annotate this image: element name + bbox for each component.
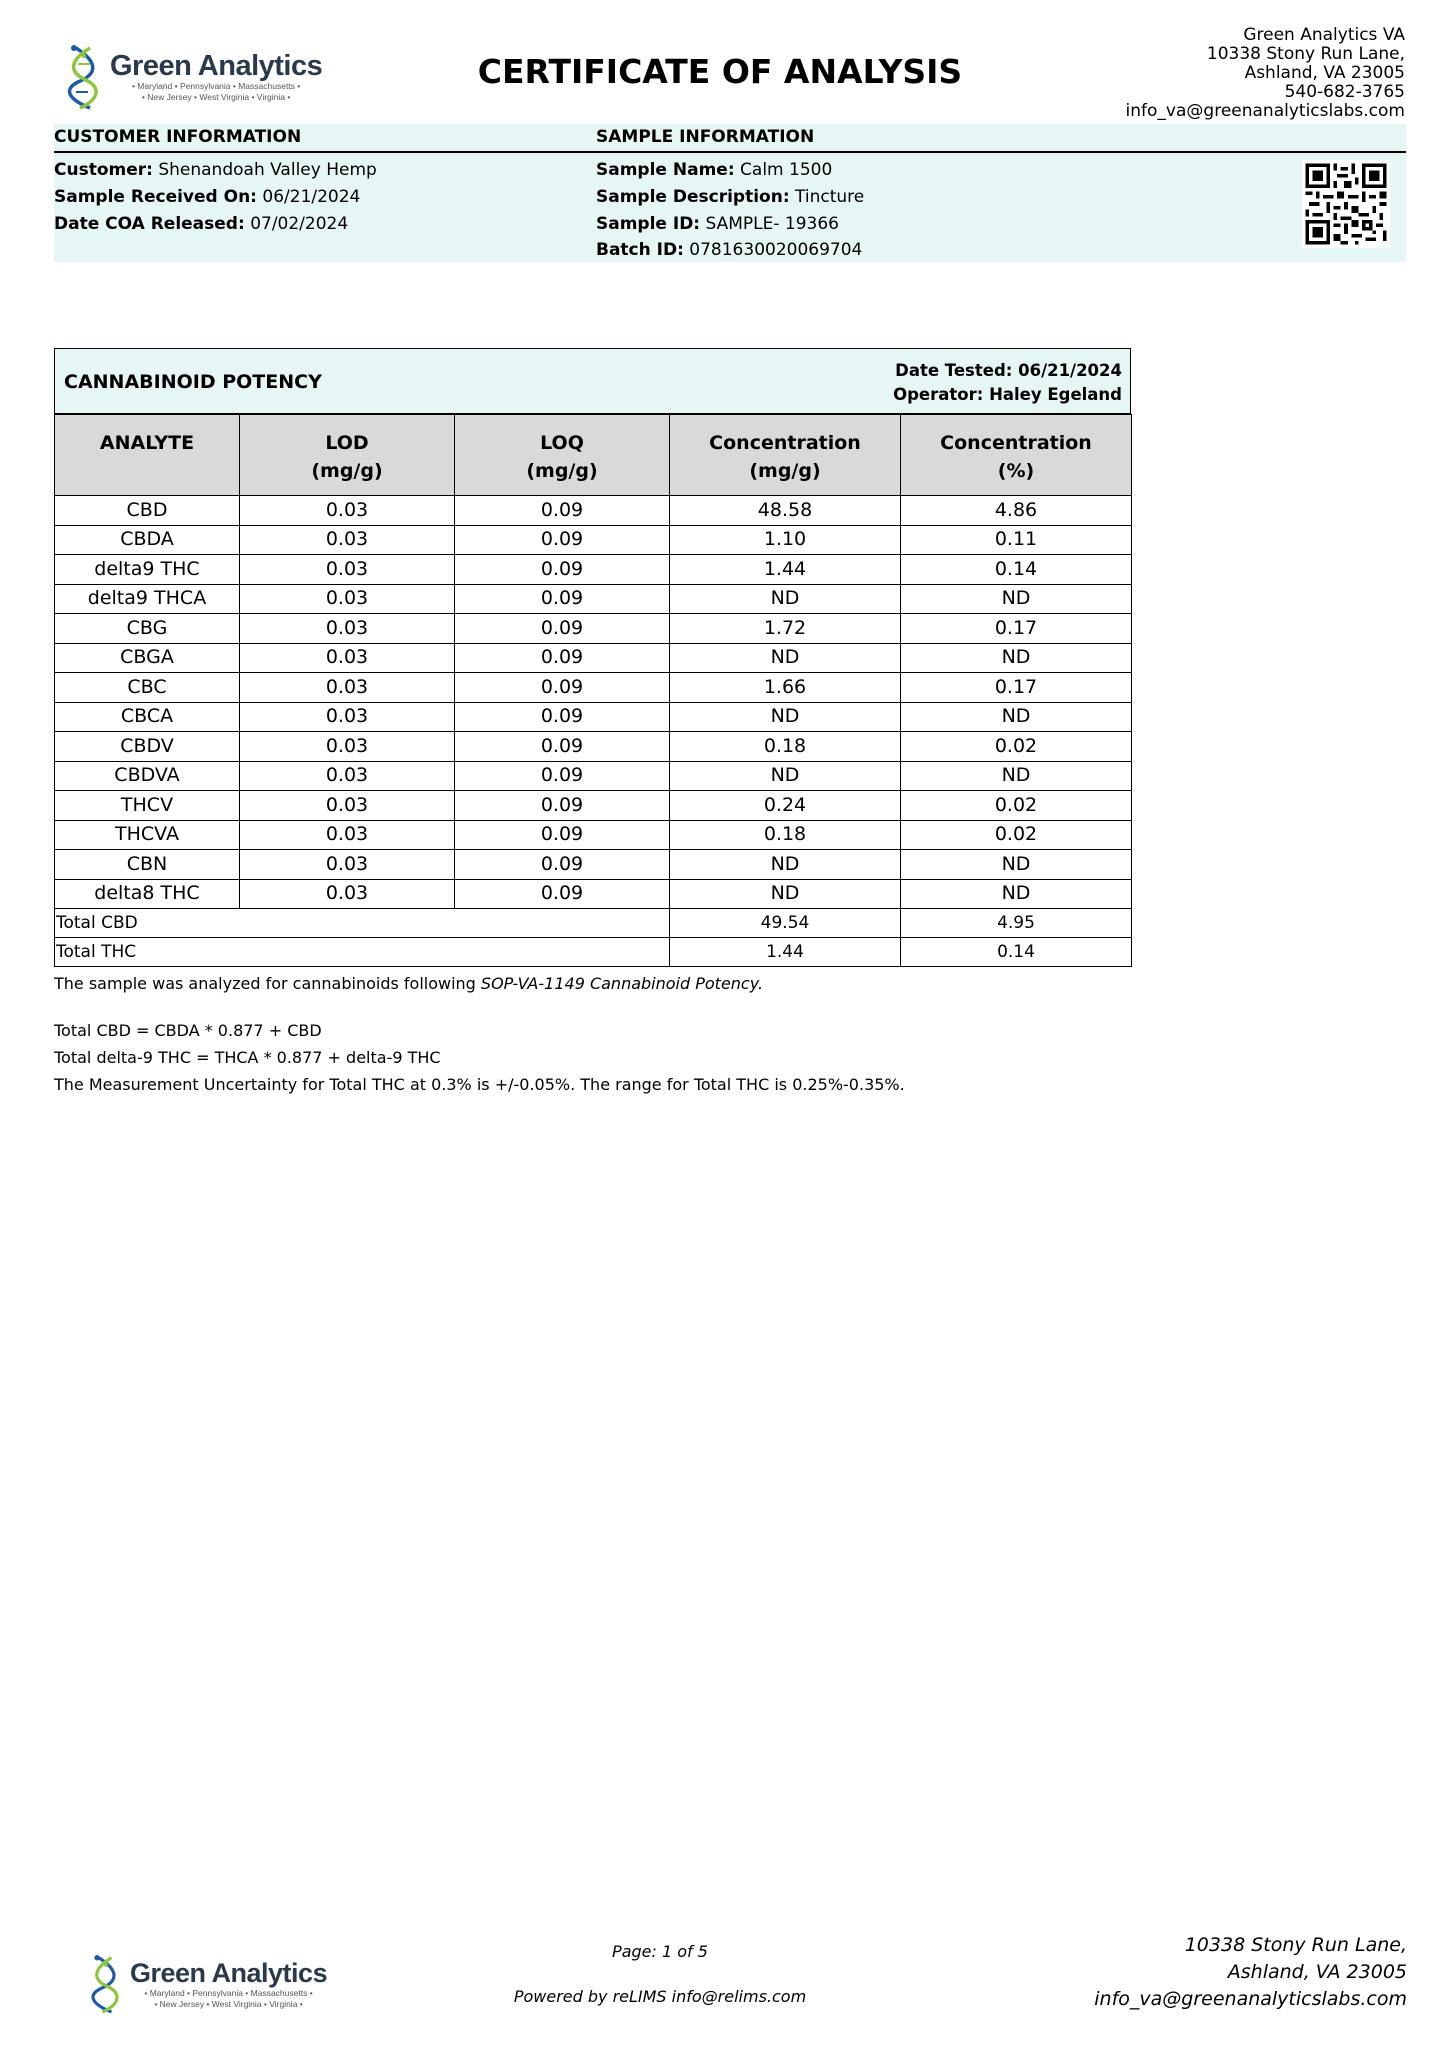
table-row: [55, 643, 1132, 673]
concentration-mg-cell: 0.24: [670, 791, 901, 821]
potency-header: [54, 348, 1131, 414]
document-title: CERTIFICATE OF ANALYSIS: [477, 52, 963, 91]
concentration-mg-cell: ND: [670, 584, 901, 614]
footer-address: [1094, 1932, 1407, 2013]
potency-meta: [893, 359, 1122, 407]
analyte-cell: CBC: [55, 673, 240, 703]
analyte-cell: CBCA: [55, 702, 240, 732]
loq-cell: 0.09: [455, 614, 670, 644]
footer-address-line: 10338 Stony Run Lane,: [1184, 1934, 1407, 1956]
method-statement: The sample was analyzed for cannabinoids following SOP-VA-1149 Cannabinoid Potency.: [54, 974, 764, 993]
total-pct: 4.95: [901, 909, 1132, 938]
loq-cell: 0.09: [455, 820, 670, 850]
analyte-cell: CBD: [55, 496, 240, 526]
concentration-mg-cell: 1.72: [670, 614, 901, 644]
lod-cell: 0.03: [240, 820, 455, 850]
concentration-mg-cell: 1.66: [670, 673, 901, 703]
column-header-lod: LOD (mg/g): [240, 415, 455, 496]
footer-email: info_va@greenanalyticslabs.com: [1094, 1988, 1407, 2010]
lod-cell: 0.03: [240, 702, 455, 732]
info-band: [54, 124, 1406, 262]
header-logo: [64, 44, 322, 110]
lod-cell: 0.03: [240, 496, 455, 526]
concentration-mg-cell: ND: [670, 643, 901, 673]
loq-cell: 0.09: [455, 496, 670, 526]
table-row: [55, 702, 1132, 732]
potency-table: [54, 414, 1132, 967]
logo-name: Green Analytics: [110, 50, 323, 82]
concentration-mg-cell: 1.10: [670, 525, 901, 555]
loq-cell: 0.09: [455, 732, 670, 762]
loq-cell: 0.09: [455, 702, 670, 732]
formula-total-thc: Total delta-9 THC = THCA * 0.877 + delta-9 THC: [54, 1048, 441, 1067]
concentration-mg-cell: 1.44: [670, 555, 901, 585]
concentration-pct-cell: 0.02: [901, 732, 1132, 762]
table-row: [55, 820, 1132, 850]
analyte-cell: CBN: [55, 850, 240, 880]
analyte-cell: delta9 THCA: [55, 584, 240, 614]
concentration-mg-cell: 0.18: [670, 820, 901, 850]
dna-logo-icon: [64, 44, 106, 110]
lod-cell: 0.03: [240, 732, 455, 762]
concentration-pct-cell: ND: [901, 850, 1132, 880]
analyte-cell: THCV: [55, 791, 240, 821]
concentration-pct-cell: 0.17: [901, 673, 1132, 703]
loq-cell: 0.09: [455, 525, 670, 555]
dna-logo-icon: [88, 1954, 126, 2014]
lab-address-line: Ashland, VA 23005: [1244, 63, 1405, 83]
concentration-pct-cell: 0.14: [901, 555, 1132, 585]
batch-id-field: Batch ID: 0781630020069704: [596, 240, 863, 261]
received-field: Sample Received On: 06/21/2024: [54, 186, 361, 207]
lod-cell: 0.03: [240, 761, 455, 791]
loq-cell: 0.09: [455, 673, 670, 703]
concentration-mg-cell: 0.18: [670, 732, 901, 762]
analyte-cell: CBDA: [55, 525, 240, 555]
loq-cell: 0.09: [455, 850, 670, 880]
table-row: [55, 732, 1132, 762]
powered-by: Powered by reLIMS info@relims.com: [513, 1987, 807, 2006]
lod-cell: 0.03: [240, 614, 455, 644]
analyte-cell: CBGA: [55, 643, 240, 673]
logo-states-line1: • Maryland • Pennsylvania • Massachusetts •: [131, 81, 301, 91]
customer-field: Customer: Shenandoah Valley Hemp: [54, 160, 377, 180]
column-header-analyte: ANALYTE: [55, 415, 240, 496]
lod-cell: 0.03: [240, 673, 455, 703]
table-row: [55, 555, 1132, 585]
uncertainty-statement: The Measurement Uncertainty for Total THC at 0.3% is +/-0.05%. The range for Total THC is 0.25%-0.35%.: [54, 1075, 905, 1094]
potency-rows: [55, 496, 1132, 909]
method-notes: [54, 970, 905, 1098]
total-row: [55, 938, 1132, 967]
table-row: [55, 791, 1132, 821]
analyte-cell: delta9 THC: [55, 555, 240, 585]
table-row: [55, 850, 1132, 880]
date-tested: Date Tested: 06/21/2024: [895, 361, 1122, 380]
concentration-pct-cell: 0.11: [901, 525, 1132, 555]
table-row: [55, 761, 1132, 791]
loq-cell: 0.09: [455, 761, 670, 791]
sample-info: [596, 157, 864, 264]
concentration-mg-cell: 48.58: [670, 496, 901, 526]
potency-title: CANNABINOID POTENCY: [64, 371, 322, 393]
concentration-mg-cell: ND: [670, 761, 901, 791]
sample-info-heading: SAMPLE INFORMATION: [596, 127, 815, 147]
lod-cell: 0.03: [240, 555, 455, 585]
concentration-mg-cell: ND: [670, 850, 901, 880]
lod-cell: 0.03: [240, 584, 455, 614]
concentration-pct-cell: ND: [901, 643, 1132, 673]
loq-cell: 0.09: [455, 879, 670, 909]
lod-cell: 0.03: [240, 643, 455, 673]
info-divider: [54, 151, 1406, 153]
table-row: [55, 614, 1132, 644]
concentration-pct-cell: 0.17: [901, 614, 1132, 644]
table-row: [55, 879, 1132, 909]
concentration-pct-cell: ND: [901, 702, 1132, 732]
table-row: [55, 496, 1132, 526]
sample-id-field: Sample ID: SAMPLE- 19366: [596, 213, 840, 234]
logo-states-line2: • New Jersey • West Virginia • Virginia •: [141, 92, 291, 102]
concentration-pct-cell: 0.02: [901, 791, 1132, 821]
footer-address-line: Ashland, VA 23005: [1227, 1961, 1407, 1983]
sample-description-field: Sample Description: Tincture: [596, 186, 865, 207]
lab-address-line: Green Analytics VA: [1243, 25, 1405, 45]
total-pct: 0.14: [901, 938, 1132, 967]
table-header-row: [55, 415, 1132, 496]
concentration-pct-cell: 4.86: [901, 496, 1132, 526]
table-row: [55, 525, 1132, 555]
concentration-mg-cell: ND: [670, 879, 901, 909]
analyte-cell: CBDV: [55, 732, 240, 762]
analyte-cell: THCVA: [55, 820, 240, 850]
total-label: Total THC: [55, 938, 670, 967]
analyte-cell: CBG: [55, 614, 240, 644]
sample-name-field: Sample Name: Calm 1500: [596, 160, 833, 180]
logo-states-line1: • Maryland • Pennsylvania • Massachusetts •: [144, 1988, 313, 1998]
table-row: [55, 673, 1132, 703]
logo-states-line2: • New Jersey • West Virginia • Virginia •: [154, 1999, 303, 2009]
lab-address-line: 10338 Stony Run Lane,: [1206, 44, 1405, 64]
total-label: Total CBD: [55, 909, 670, 938]
lod-cell: 0.03: [240, 850, 455, 880]
operator: Operator: Haley Egeland: [893, 385, 1122, 404]
lab-address: [1126, 26, 1405, 121]
loq-cell: 0.09: [455, 584, 670, 614]
column-header-loq: LOQ (mg/g): [455, 415, 670, 496]
lab-address-line: 540-682-3765: [1284, 82, 1405, 102]
total-row: [55, 909, 1132, 938]
analyte-cell: CBDVA: [55, 761, 240, 791]
loq-cell: 0.09: [455, 791, 670, 821]
column-header-concentration-pct: Concentration (%): [901, 415, 1132, 496]
column-header-concentration-mg: Concentration (mg/g): [670, 415, 901, 496]
lod-cell: 0.03: [240, 879, 455, 909]
lod-cell: 0.03: [240, 791, 455, 821]
customer-info-heading: CUSTOMER INFORMATION: [54, 127, 302, 147]
footer-logo: [88, 1954, 327, 2014]
concentration-pct-cell: ND: [901, 584, 1132, 614]
concentration-pct-cell: ND: [901, 761, 1132, 791]
logo-name: Green Analytics: [130, 1958, 328, 1988]
loq-cell: 0.09: [455, 643, 670, 673]
qr-code-icon[interactable]: [1302, 160, 1390, 248]
customer-info: [54, 157, 377, 237]
table-row: [55, 584, 1132, 614]
lod-cell: 0.03: [240, 525, 455, 555]
concentration-pct-cell: 0.02: [901, 820, 1132, 850]
formula-total-cbd: Total CBD = CBDA * 0.877 + CBD: [54, 1021, 322, 1040]
released-field: Date COA Released: 07/02/2024: [54, 213, 349, 234]
lab-email: info_va@greenanalyticslabs.com: [1125, 101, 1405, 121]
analyte-cell: delta8 THC: [55, 879, 240, 909]
total-mg: 49.54: [670, 909, 901, 938]
concentration-pct-cell: ND: [901, 879, 1132, 909]
concentration-mg-cell: ND: [670, 702, 901, 732]
loq-cell: 0.09: [455, 555, 670, 585]
total-mg: 1.44: [670, 938, 901, 967]
page-number: Page: 1 of 5: [612, 1942, 708, 1961]
